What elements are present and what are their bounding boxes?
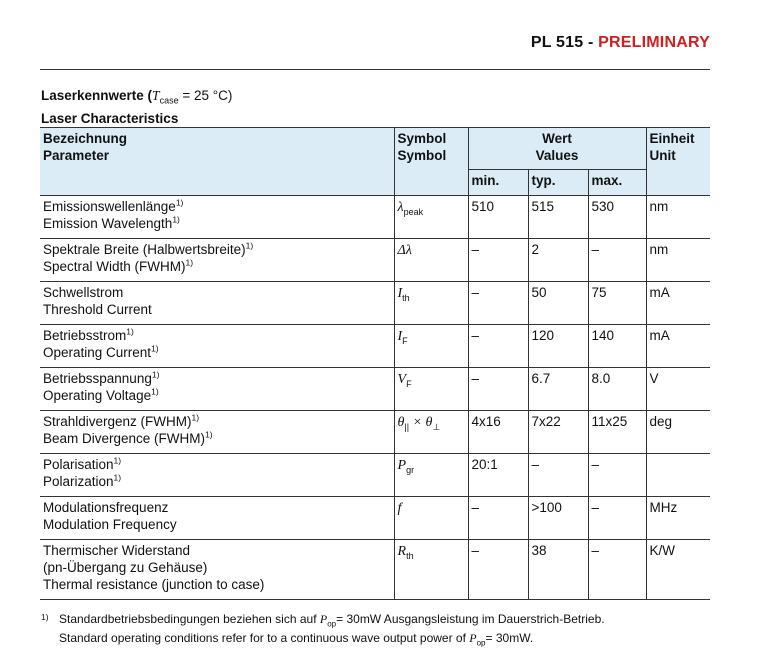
product-name: PL 515 [530, 34, 584, 51]
header-max: max. [588, 170, 646, 196]
param-cell: Emissionswellenlänge$^{1)}$ Emission Wavelength$^{1)}$ [40, 196, 394, 239]
min-cell: 20:1 [468, 454, 528, 497]
footnote [41, 612, 605, 651]
header-parameter: Bezeichnung Parameter [40, 128, 394, 196]
max-cell: 75 [588, 282, 646, 325]
min-cell: 510 [468, 196, 528, 239]
min-cell: – [468, 497, 528, 540]
typ-cell: 120 [528, 325, 588, 368]
title-separator: - [583, 34, 599, 51]
param-cell: Thermischer Widerstand (pn-Übergang zu Gehäuse) Thermal resistance (junction to case) [40, 540, 394, 600]
header-typ: typ. [528, 170, 588, 196]
param-cell: Spektrale Breite (Halbwertsbreite)$^{1)}$ Spectral Width (FWHM)$^{1)}$ [40, 239, 394, 282]
section-heading-de: Laserkennwerte ($T_{case} = 25$ °C) [41, 88, 233, 106]
unit-cell: mA [646, 282, 710, 325]
header-rule [40, 69, 710, 70]
table-row [40, 196, 710, 239]
unit-cell: MHz [646, 497, 710, 540]
typ-cell: 7x22 [528, 411, 588, 454]
unit-cell: deg [646, 411, 710, 454]
table-row [40, 454, 710, 497]
symbol-cell: f [394, 497, 468, 540]
unit-cell: V [646, 368, 710, 411]
unit-cell: nm [646, 196, 710, 239]
max-cell: 140 [588, 325, 646, 368]
max-cell: – [588, 540, 646, 600]
typ-cell: 6.7 [528, 368, 588, 411]
max-cell: 8.0 [588, 368, 646, 411]
status-label: PRELIMINARY [598, 34, 710, 51]
max-cell: – [588, 239, 646, 282]
laser-characteristics-table [40, 127, 710, 600]
max-cell: – [588, 454, 646, 497]
min-cell: – [468, 540, 528, 600]
symbol-cell: $I_{th}$ [394, 282, 468, 325]
table-row [40, 368, 710, 411]
header-values: Wert Values [468, 128, 646, 170]
typ-cell: – [528, 454, 588, 497]
param-cell: Modulationsfrequenz Modulation Frequency [40, 497, 394, 540]
header-min: min. [468, 170, 528, 196]
section-heading-en: Laser Characteristics [41, 110, 179, 126]
footnote-mark: 1) [41, 612, 49, 622]
table-row [40, 239, 710, 282]
table-row [40, 497, 710, 540]
min-cell: – [468, 368, 528, 411]
unit-cell [646, 454, 710, 497]
max-cell: – [588, 497, 646, 540]
param-cell: Schwellstrom Threshold Current [40, 282, 394, 325]
symbol-cell: $P_{gr}$ [394, 454, 468, 497]
param-cell: Strahldivergenz (FWHM)$^{1)}$ Beam Divergence (FWHM)$^{1)}$ [40, 411, 394, 454]
section-heading [41, 87, 232, 127]
min-cell: 4x16 [468, 411, 528, 454]
symbol-cell: $V_F$ [394, 368, 468, 411]
symbol-cell: $R_{th}$ [394, 540, 468, 600]
typ-cell: 515 [528, 196, 588, 239]
symbol-cell: $\lambda_{peak}$ [394, 196, 468, 239]
param-cell: Betriebsspannung$^{1)}$ Operating Voltage$^{1)}$ [40, 368, 394, 411]
header-unit: Einheit Unit [646, 128, 710, 196]
unit-cell: nm [646, 239, 710, 282]
header-symbol: Symbol Symbol [394, 128, 468, 196]
typ-cell: 38 [528, 540, 588, 600]
symbol-cell: Δλ [394, 239, 468, 282]
typ-cell: 50 [528, 282, 588, 325]
max-cell: 530 [588, 196, 646, 239]
max-cell: 11x25 [588, 411, 646, 454]
table-row [40, 411, 710, 454]
symbol-cell: $\theta_{||} \times \theta_\perp$ [394, 411, 468, 454]
unit-cell: K/W [646, 540, 710, 600]
footnote-de: Standardbetriebsbedingungen beziehen sich auf $P_{op}= 30mW$ Ausgangsleistung im Dauerstrich-Betrieb. [59, 612, 605, 629]
symbol-cell: $I_F$ [394, 325, 468, 368]
min-cell: – [468, 325, 528, 368]
footnote-en: Standard operating conditions refer for to a continuous wave output power of $P_{op}= 30mW$. [59, 631, 534, 648]
typ-cell: 2 [528, 239, 588, 282]
document-title [531, 34, 710, 52]
table-row [40, 325, 710, 368]
table-row [40, 282, 710, 325]
param-cell: Betriebsstrom$^{1)}$ Operating Current$^{1)}$ [40, 325, 394, 368]
min-cell: – [468, 239, 528, 282]
typ-cell: >100 [528, 497, 588, 540]
param-cell: Polarisation$^{1)}$ Polarization$^{1)}$ [40, 454, 394, 497]
table-row [40, 540, 710, 600]
min-cell: – [468, 282, 528, 325]
unit-cell: mA [646, 325, 710, 368]
